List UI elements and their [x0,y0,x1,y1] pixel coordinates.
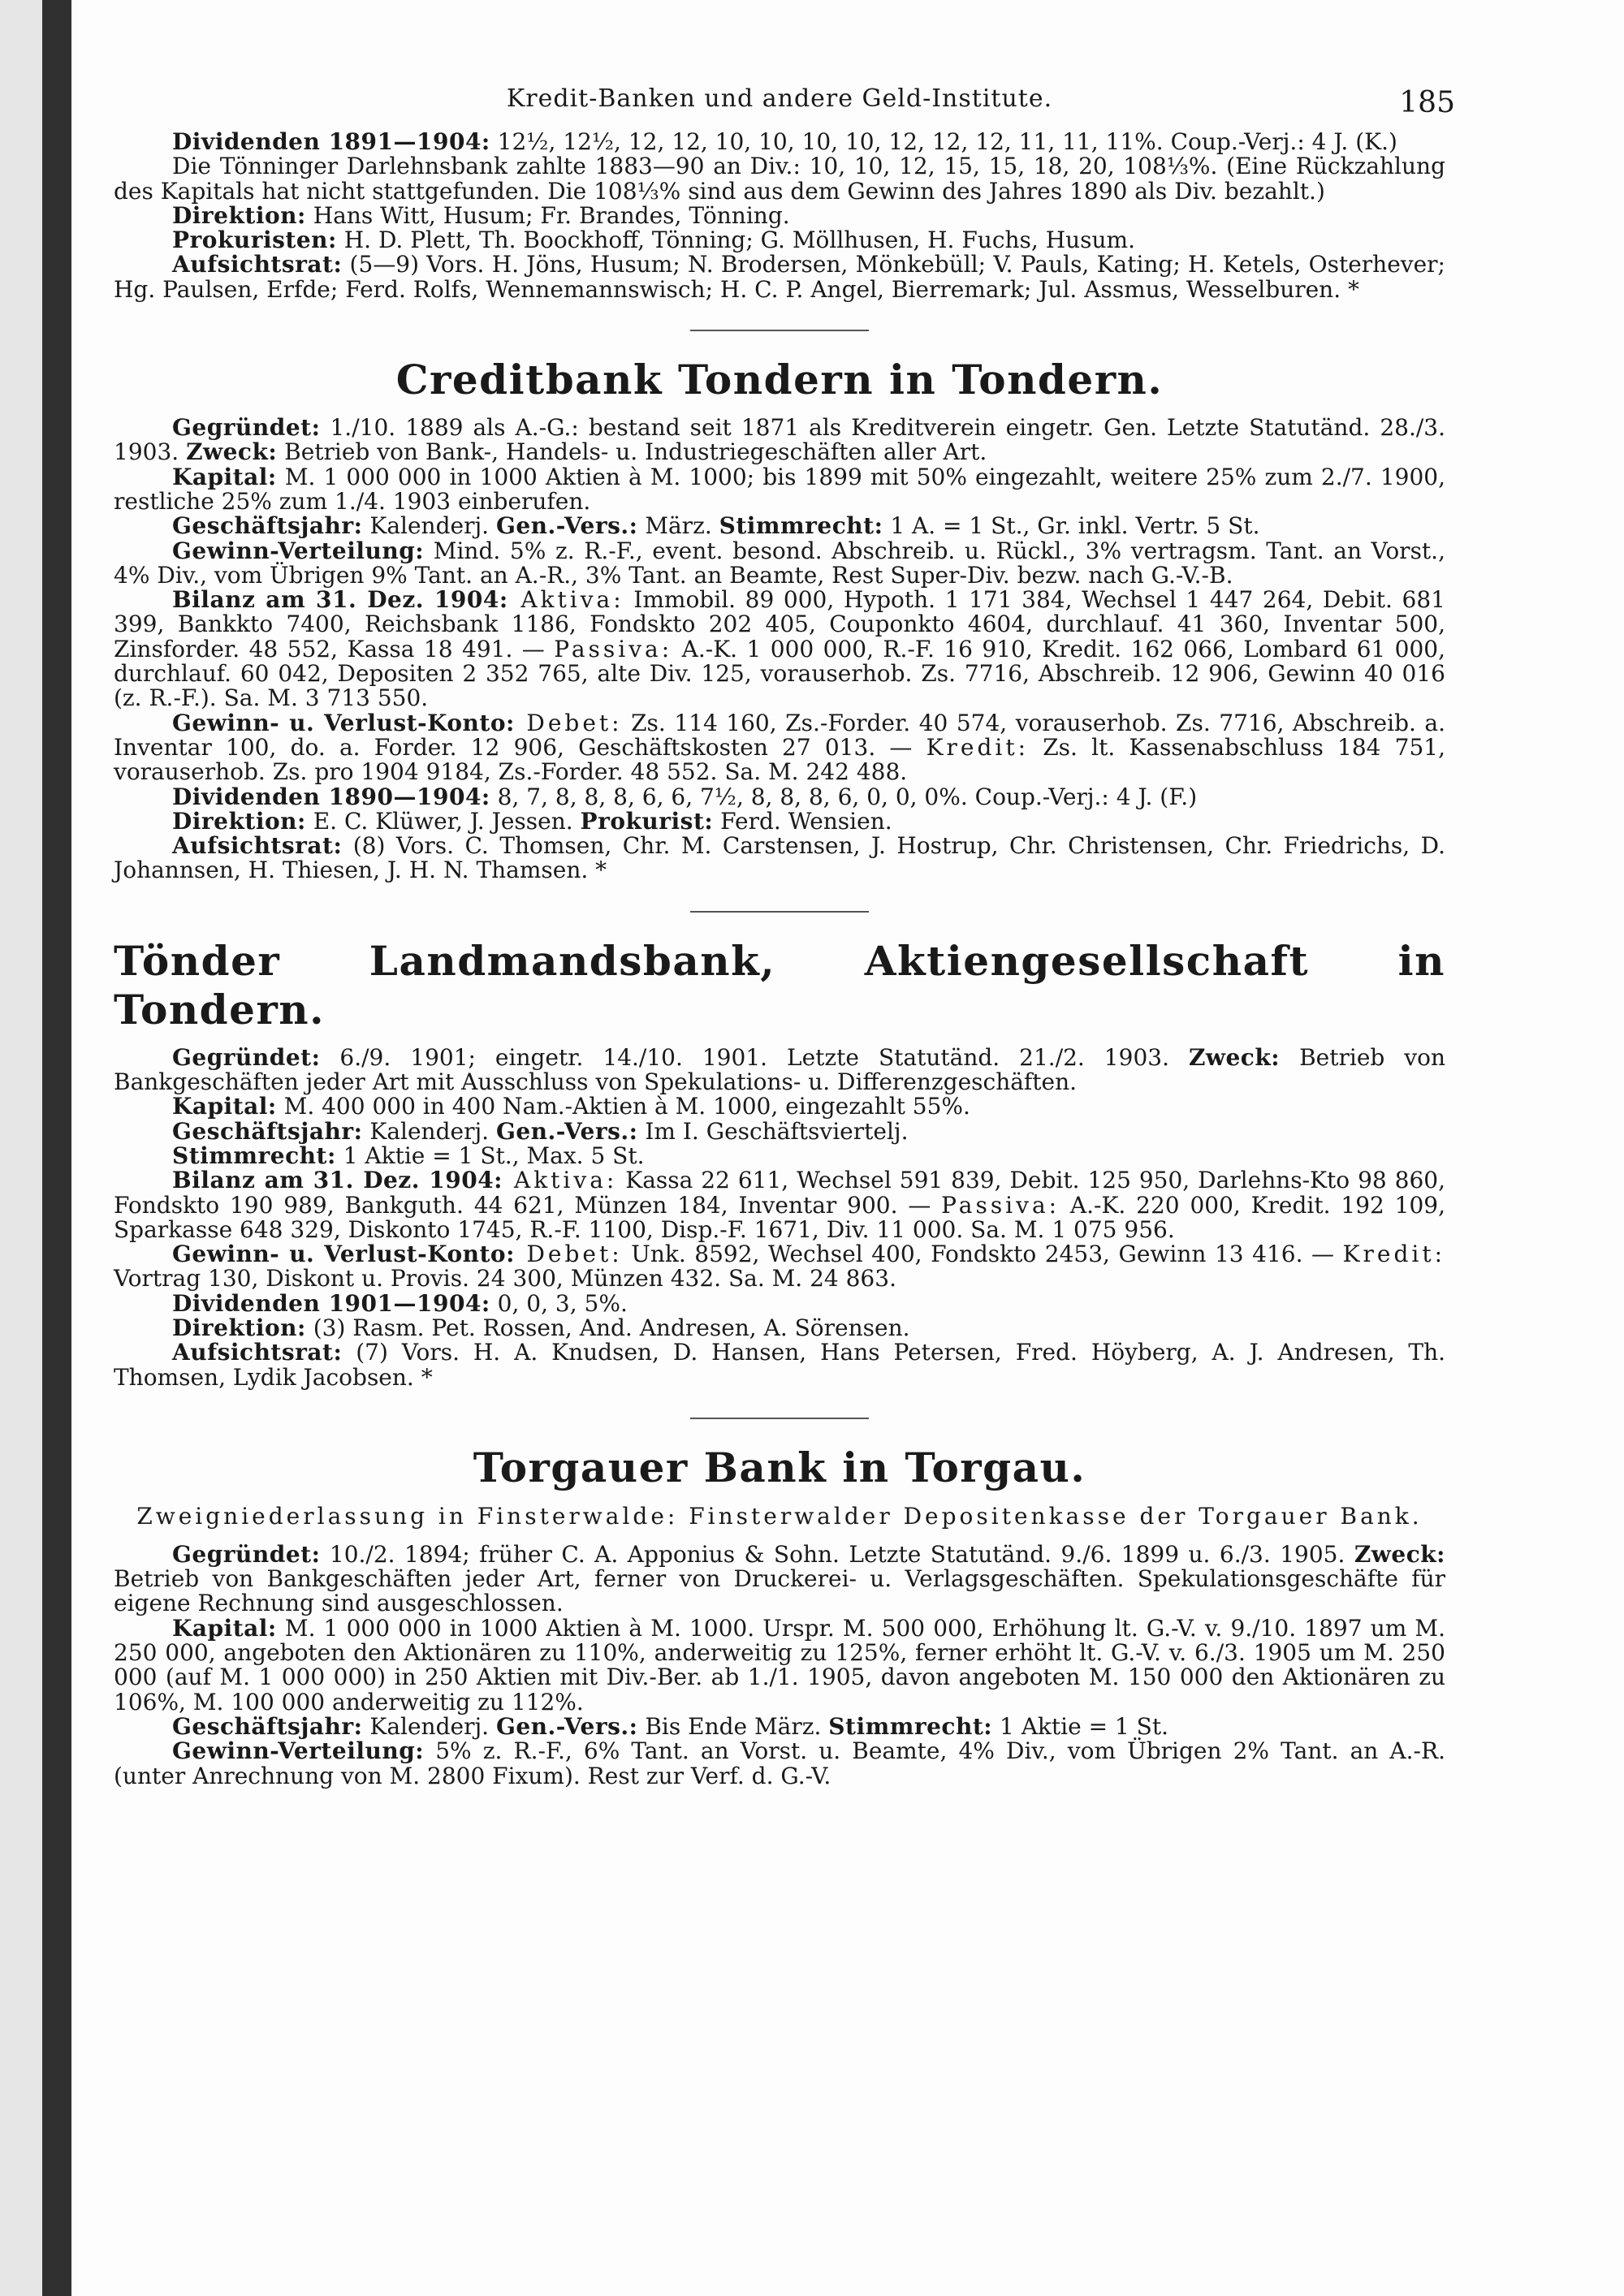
dividends-text: 12½, 12½, 12, 12, 10, 10, 10, 10, 12, 12, 12, 11, 11, 11%. Coup.-Verj.: 4 J. (K.) [490,128,1397,155]
direktion-paragraph [114,1316,1445,1340]
geschaeftsjahr-label: Geschäftsjahr: [172,512,363,540]
page-number: 185 [1399,86,1455,119]
bank-title: Torgauer Bank in Torgau. [473,1443,1086,1491]
gewinnverteilung-label: Gewinn-Verteilung: [172,1737,425,1765]
aufsichtsrat-label: Aufsichtsrat: [172,832,343,860]
passiva-word: Passiva: [941,1191,1060,1219]
bilanz-text-aktiva: Kassa 22 611, Wechsel 591 839, Debit. 125 950, Darlehns-Kto 98 860, Fondskto 190 989, Bankguth. 44 621, Münzen 184, Inventar 900. — [114,1167,1445,1219]
genvers-text: März. [637,512,719,540]
bank-title: Creditbank Tondern in Tondern. [395,356,1164,404]
stimmrecht-text: 1 A. = 1 St., Gr. inkl. Vertr. 5 St. [883,512,1260,540]
gewinnverteilung-paragraph [114,1739,1445,1789]
section-divider [690,911,869,913]
aufsichtsrat-label: Aufsichtsrat: [172,1339,343,1366]
bilanz-text-aktiva: Immobil. 89 000, Hypoth. 1 171 384, Wechsel 1 447 264, Debit. 681 399, Bankkto 7400, Reichsbank 1186, Fondskto 202 405, Couponkto 4604, durchlauf. 41 360, Inventar 500, Zinsforder. 48 552, Kassa 18 491. — [114,586,1446,662]
entry-previous-bank [114,130,1445,302]
geschaeftsjahr-text: Kalenderj. [362,512,496,540]
zweck-label: Zweck: [1354,1540,1445,1568]
geschaeftsjahr-paragraph [114,514,1445,538]
stimmrecht-text: 1 Aktie = 1 St., Max. 5 St. [335,1142,645,1169]
aufsichtsrat-text: (7) Vors. H. A. Knudsen, D. Hansen, Hans Petersen, Fred. Höyberg, A. J. Andresen, Th. Thomsen, Lydik Jacobsen. * [114,1339,1445,1391]
gegruendet-text: 1./10. 1889 als A.-G.: bestand seit 1871 als Kreditverein eingetr. Gen. Letzte Statutänd. 28./3. 1903. [114,414,1445,466]
gegruendet-text: 6./9. 1901; eingetr. 14./10. 1901. Letzte Statutänd. 21./2. 1903. [320,1043,1189,1071]
kapital-label: Kapital: [172,463,277,490]
debet-word: Debet: [514,709,623,736]
kredit-word: Kredit: [1342,1241,1446,1268]
gewinnverteilung-text: 5% z. R.-F., 6% Tant. an Vorst. u. Beamte, 4% Div., vom Übrigen 2% Tant. an A.-R. (unter Anrechnung von M. 2800 Fixum). Rest zur Verf. d. G.-V. [114,1737,1445,1789]
gegruendet-label: Gegründet: [172,1043,321,1071]
guv-paragraph [114,711,1445,785]
genvers-label: Gen.-Vers.: [495,1712,638,1740]
aufsichtsrat-paragraph [114,1340,1445,1390]
kapital-paragraph [114,465,1445,515]
zweck-text: Betrieb von Bankgeschäften jeder Art, ferner von Druckerei- u. Verlagsgeschäften. Spekulationsgeschäfte für eigene Rechnung sind ausgeschlossen. [114,1565,1445,1617]
dividends-paragraph [114,130,1445,154]
gegruendet-label: Gegründet: [172,414,321,442]
stimmrecht-text: 1 Aktie = 1 St. [992,1712,1168,1740]
bilanz-text-passiva: A.-K. 1 000 000, R.-F. 16 910, Kredit. 162 066, Lombard 61 000, durchlauf. 60 042, Depositen 2 352 765, alte Div. 125, vorauserhob. Zs. 7716, Abschreib. 12 906, Gewinn 40 016 (z. R.-F.). Sa. M. 3 713 550. [114,635,1445,712]
gegruendet-paragraph [114,1540,1445,1617]
kredit-word: Kredit: [926,733,1030,761]
section-divider [690,1418,869,1419]
zweck-label: Zweck: [186,438,278,466]
document-page [114,81,1455,1789]
bilanz-text-passiva: A.-K. 220 000, Kredit. 192 109, Sparkasse 648 329, Diskonto 1745, R.-F. 1100, Disp.-F. 1671, Div. 11 000. Sa. M. 1 075 956. [114,1191,1445,1243]
genvers-text: Im I. Geschäftsviertelj. [637,1117,909,1145]
direktion-paragraph [114,201,1445,229]
aktiva-word: Aktiva: [508,586,624,614]
geschaeftsjahr-label: Geschäftsjahr: [172,1712,363,1740]
genvers-label: Gen.-Vers.: [495,512,638,540]
bilanz-paragraph [114,588,1445,710]
aktiva-word: Aktiva: [503,1167,618,1194]
guv-text-kredit: Vortrag 130, Diskont u. Provis. 24 300, Münzen 432. Sa. M. 24 863. [114,1265,896,1293]
geschaeftsjahr-paragraph [114,1117,1445,1145]
running-title: Kredit-Banken und andere Geld-Institute. [506,84,1053,113]
guv-text-kredit: Zs. lt. Kassenabschluss 184 751, vorauserhob. Zs. pro 1904 9184, Zs.-Forder. 48 552. Sa. M. 242 488. [114,733,1445,786]
geschaeftsjahr-text: Kalenderj. [362,1712,496,1740]
stimmrecht-label: Stimmrecht: [828,1712,993,1740]
page-header [114,81,1455,130]
aufsichtsrat-label: Aufsichtsrat: [172,251,343,278]
stimmrecht-label: Stimmrecht: [719,512,883,540]
stimmrecht-label: Stimmrecht: [172,1142,336,1169]
zweck-label: Zweck: [1188,1043,1281,1071]
geschaeftsjahr-text: Kalenderj. [362,1117,496,1145]
branch-subtitle: Zweigniederlassung in Finsterwalde: Finsterwalder Depositenkasse der Torgauer Bank. [136,1502,1423,1530]
dividenden-paragraph [114,785,1445,809]
prokuristen-label: Prokuristen: [172,227,337,254]
dividenden-label: Dividenden 1890—1904: [172,783,490,810]
direktion-paragraph [114,809,1445,834]
dividenden-paragraph [114,1289,1445,1317]
zweck-text: Betrieb von Bank-, Handels- u. Industriegeschäften aller Art. [277,438,987,466]
prokurist-text: Ferd. Wensien. [713,807,892,835]
gegruendet-label: Gegründet: [172,1540,321,1568]
geschaeftsjahr-paragraph [114,1712,1445,1740]
kapital-label: Kapital: [172,1614,277,1642]
dividenden-text: 8, 7, 8, 8, 8, 6, 6, 7½, 8, 8, 8, 6, 0, 0, 0%. Coup.-Verj.: 4 J. (F.) [490,783,1198,810]
bank-title: Tönder Landmandsbank, Aktiengesellschaft in Tondern. [114,936,1445,1034]
entry-creditbank-tondern [114,356,1445,883]
kapital-text: M. 1 000 000 in 1000 Aktien à M. 1000; bis 1899 mit 50% eingezahlt, weitere 25% zum 2./7. 1900, restliche 25% zum 1./4. 1903 einberufen. [114,463,1445,515]
genvers-label: Gen.-Vers.: [495,1117,638,1145]
debet-word: Debet: [514,1241,623,1268]
stimmrecht-paragraph [114,1144,1445,1168]
entry-toender-landmandsbank [114,937,1445,1390]
guv-text-debet: Zs. 114 160, Zs.-Forder. 40 574, vorauserhob. Zs. 7716, Abschreib. a. Inventar 100, do. a. Forder. 12 906, Geschäftskosten 27 013. — [114,709,1446,761]
direktion-label: Direktion: [172,201,306,229]
gewinnverteilung-text: Mind. 5% z. R.-F., event. besond. Abschreib. u. Rückl., 3% vertragsm. Tant. an Vorst., 4% Div., vom Übrigen 9% Tant. an A.-R., 3% Tant. an Beamte, Rest Super-Div. bezw. nach G.-V.-B. [114,537,1445,589]
passiva-word: Passiva: [554,635,673,662]
prokuristen-paragraph [114,228,1445,252]
dividends-label: Dividenden 1891—1904: [172,128,490,155]
aufsichtsrat-paragraph [114,834,1445,883]
dividenden-label: Dividenden 1901—1904: [172,1289,490,1317]
gegruendet-paragraph [114,416,1445,465]
prokuristen-text: H. D. Plett, Th. Boockhoff, Tönning; G. Möllhusen, H. Fuchs, Husum. [336,227,1136,254]
bilanz-paragraph [114,1168,1445,1242]
guv-label: Gewinn- u. Verlust-Konto: [172,1241,515,1268]
genvers-text: Bis Ende März. [637,1712,829,1740]
gewinnverteilung-label: Gewinn-Verteilung: [172,537,425,564]
kapital-paragraph [114,1094,1445,1119]
kapital-text: M. 400 000 in 400 Nam.-Aktien à M. 1000, eingezahlt 55%. [276,1093,970,1120]
zweck-text: Betrieb von Bankgeschäften jeder Art mit Ausschluss von Spekulations- u. Differenzgeschäften. [114,1043,1445,1096]
prokurist-label: Prokurist: [580,807,714,835]
dividenden-text: 0, 0, 3, 5%. [490,1289,628,1317]
direktion-text: E. C. Klüwer, J. Jessen. [305,807,581,835]
kapital-label: Kapital: [172,1093,277,1120]
aufsichtsrat-paragraph [114,252,1445,302]
kapital-paragraph [114,1616,1445,1715]
geschaeftsjahr-label: Geschäftsjahr: [172,1117,363,1145]
scan-page-edge [0,0,42,2296]
direktion-label: Direktion: [172,1314,306,1341]
section-divider [690,330,869,331]
bilanz-label: Bilanz am 31. Dez. 1904: [172,1167,503,1194]
guv-paragraph [114,1242,1445,1292]
direktion-text: (3) Rasm. Pet. Rossen, And. Andresen, A. Sörensen. [305,1314,910,1341]
aufsichtsrat-text: (8) Vors. C. Thomsen, Chr. M. Carstensen, J. Hostrup, Chr. Christensen, Chr. Friedrichs, D. Johannsen, H. Thiesen, J. H. N. Thamsen. * [114,832,1445,884]
bilanz-label: Bilanz am 31. Dez. 1904: [172,586,508,614]
guv-text-debet: Unk. 8592, Wechsel 400, Fondskto 2453, Gewinn 13 416. — [622,1241,1343,1268]
gegruendet-text: 10./2. 1894; früher C. A. Apponius & Sohn. Letzte Statutänd. 9./6. 1899 u. 6./3. 1905. [320,1540,1354,1568]
direktion-text: Hans Witt, Husum; Fr. Brandes, Tönning. [305,201,790,229]
guv-label: Gewinn- u. Verlust-Konto: [172,709,515,736]
entry-torgauer-bank [114,1444,1445,1789]
aufsichtsrat-text: (5—9) Vors. H. Jöns, Husum; N. Brodersen, Mönkebüll; V. Pauls, Kating; H. Ketels, Osterhever; Hg. Paulsen, Erfde; Ferd. Rolfs, Wennemannswisch; H. C. P. Angel, Bierremark; Jul. Assmus, Wesselburen. * [114,251,1445,303]
gewinnverteilung-paragraph [114,539,1445,589]
history-paragraph: Die Tönninger Darlehnsbank zahlte 1883—90 an Div.: 10, 10, 12, 15, 15, 18, 20, 108⅓%. (Eine Rückzahlung des Kapitals hat nicht stattgefunden. Die 108⅓% sind aus dem Gewinn des Jahres 1890 als Div. bezahlt.) [114,153,1445,205]
gegruendet-paragraph [114,1043,1445,1096]
direktion-label: Direktion: [172,807,306,835]
kapital-text: M. 1 000 000 in 1000 Aktien à M. 1000. Urspr. M. 500 000, Erhöhung lt. G.-V. v. 9./10. 1897 um M. 250 000, angeboten den Aktionären zu 110%, anderweitig zu 125%, ferner erhöht lt. G.-V. v. 6./3. 1905 um M. 250 000 (auf M. 1 000 000) in 250 Aktien mit Div.-Ber. ab 1./1. 1905, davon angeboten M. 150 000 den Aktionären zu 106%, M. 100 000 anderweitig zu 112%. [114,1614,1445,1716]
scan-binding-shadow [42,0,71,2296]
